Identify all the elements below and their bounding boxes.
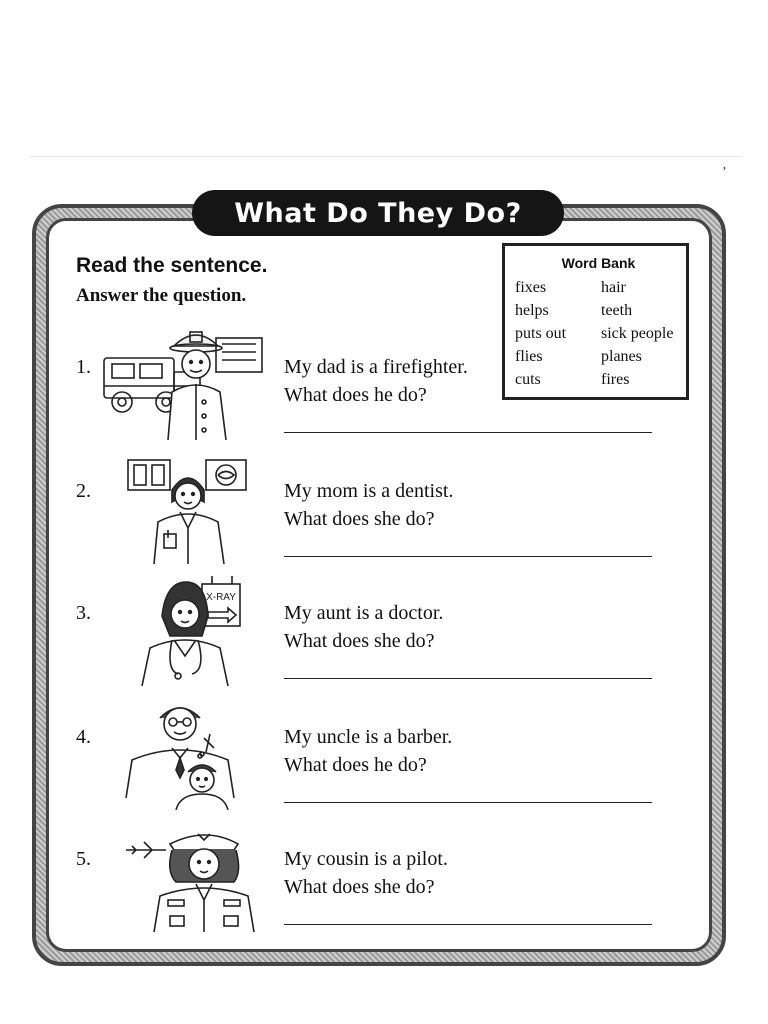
x-ray-sign-text: X-RAY — [206, 592, 236, 603]
question-number: 3. — [76, 602, 91, 624]
word-bank-word: fixes — [515, 279, 547, 296]
instruction-subheading: Answer the question. — [76, 285, 247, 306]
word-bank-word: puts out — [515, 325, 567, 342]
word-bank-verbs — [515, 276, 566, 391]
dentist-picture — [96, 452, 266, 564]
barber-picture — [96, 698, 266, 810]
stray-mark: ’ — [722, 165, 727, 180]
answer-line[interactable] — [284, 556, 652, 557]
instruction-heading: Read the sentence. — [76, 254, 268, 277]
question-prompt: What does she do? — [284, 630, 435, 652]
question-sentence: My mom is a dentist. — [284, 480, 454, 502]
question-sentence: My dad is a firefighter. — [284, 356, 468, 378]
answer-line[interactable] — [284, 432, 652, 433]
word-bank-word: sick people — [601, 325, 674, 342]
word-bank-title: Word Bank — [561, 255, 636, 271]
pilot-picture — [96, 820, 266, 932]
worksheet-title: What Do They Do? — [192, 190, 564, 236]
question-sentence: My uncle is a barber. — [284, 726, 453, 748]
question-prompt: What does he do? — [284, 754, 427, 776]
question-number: 4. — [76, 726, 91, 748]
question-number: 5. — [76, 848, 91, 870]
word-bank-word: teeth — [601, 302, 633, 319]
word-bank-word: flies — [515, 348, 543, 365]
doctor-picture — [96, 574, 266, 686]
question-prompt: What does she do? — [284, 508, 435, 530]
word-bank — [502, 243, 689, 400]
word-bank-word: helps — [515, 302, 549, 319]
question-sentence: My cousin is a pilot. — [284, 848, 448, 870]
question-prompt: What does he do? — [284, 384, 427, 406]
question-number: 2. — [76, 480, 91, 502]
question-sentence: My aunt is a doctor. — [284, 602, 444, 624]
answer-line[interactable] — [284, 924, 652, 925]
page-divider — [30, 156, 740, 157]
word-bank-nouns — [601, 276, 673, 391]
answer-line[interactable] — [284, 678, 652, 679]
answer-line[interactable] — [284, 802, 652, 803]
word-bank-word: fires — [601, 371, 630, 388]
question-prompt: What does she do? — [284, 876, 435, 898]
word-bank-word: planes — [601, 348, 642, 365]
word-bank-word: hair — [601, 279, 626, 296]
word-bank-word: cuts — [515, 371, 541, 388]
question-number: 1. — [76, 356, 91, 378]
firefighter-picture — [96, 328, 266, 440]
